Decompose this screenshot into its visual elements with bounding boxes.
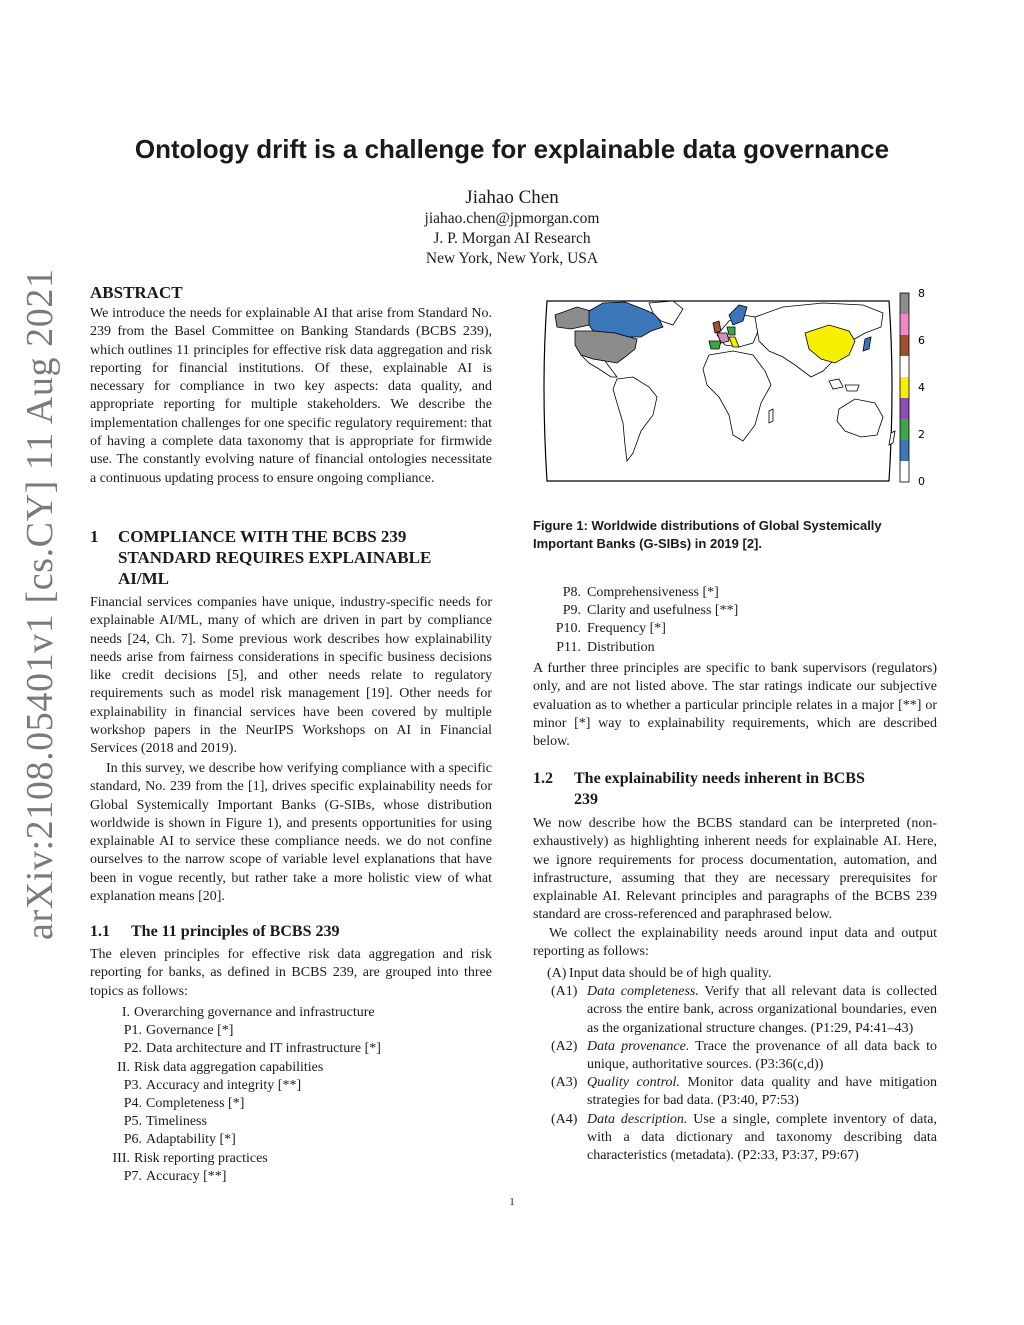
principle-item xyxy=(90,1022,492,1040)
list-item-text: Distribution xyxy=(587,639,655,655)
list-item-text: Completeness [*] xyxy=(146,1096,245,1112)
colorbar-tick: 6 xyxy=(918,334,925,347)
explainability-needs-list xyxy=(533,965,937,1165)
colorbar-tick: 0 xyxy=(918,475,925,485)
list-item-number: P6. xyxy=(123,1132,142,1148)
section-1-heading-line: COMPLIANCE WITH THE BCBS 239 xyxy=(118,527,407,546)
list-item-text: Clarity and usefulness [**] xyxy=(587,603,739,619)
list-item-text: Comprehensiveness [*] xyxy=(587,585,719,600)
need-item xyxy=(533,1111,937,1166)
list-item-number: (A) xyxy=(547,966,567,981)
colorbar-tick: 2 xyxy=(918,428,925,441)
section-1-2-heading-line: 239 xyxy=(574,791,598,808)
section-1-paragraph-2: In this survey, we describe how verifying compliance with a specific standard, No. 239 from the [1], drives specific explainability needs for Global Systemically Important Banks (G-SIBs, whose distribution worldwide is shown in Figure 1), and presents opportunities for using explainable AI to service these compliance needs. we do not confine ourselves to the narrow scope of variable level explanations that have been in vogue recently, but rather take a more holistic view of what explanation means [20]. xyxy=(90,761,492,905)
list-item-text: Adaptability [*] xyxy=(146,1132,236,1148)
list-item-text: Overarching governance and infrastructure xyxy=(134,1005,375,1020)
section-1-heading xyxy=(118,526,498,589)
list-item-number: P2. xyxy=(123,1041,142,1057)
list-item-number: (A1) xyxy=(551,984,578,1000)
list-item-number: P5. xyxy=(123,1114,142,1130)
principle-item xyxy=(90,1113,492,1131)
principle-item xyxy=(90,1040,492,1058)
author-email: jiahao.chen@jpmorgan.com xyxy=(424,210,600,227)
need-description: Verify that all relevant data is collected across the entire bank, across organizational boundaries, even as the organizational structure changes. (P1:29, P4:41–43) xyxy=(587,984,937,1036)
need-term: Quality control. xyxy=(587,1075,680,1091)
topic-item xyxy=(90,1150,492,1168)
section-1-1-heading: The 11 principles of BCBS 239 xyxy=(131,923,340,940)
need-term: Data completeness. xyxy=(587,984,699,1000)
colorbar-tick: 4 xyxy=(918,381,925,394)
list-item-text: Timeliness xyxy=(146,1114,207,1130)
section-1-heading-line: AI/ML xyxy=(118,569,169,588)
need-description: Monitor data quality and have mitigation strategies for bad data. (P3:40, P7:53) xyxy=(587,1075,937,1109)
principle-item xyxy=(90,1168,492,1186)
abstract-text: We introduce the needs for explainable AI that arise from Standard No. 239 from the Basel Committee on Banking Standards (BCBS 239), which outlines 11 principles for effective risk data aggregation and risk reporting for financial institutions. Of these, explainable AI is necessary for compliance in two key aspects: data quality, and appropriate reporting for multiple stakeholders. We describe the implementation challenges for one specific regulatory requirement: that of having a complete data taxonomy that is appropriate for firmwide use. The constantly evolving nature of financial ontologies necessitate a continuous updating process to ensure ongoing compliance. xyxy=(90,306,492,486)
topic-item xyxy=(90,1059,492,1077)
list-item-number: P7. xyxy=(123,1168,142,1184)
principle-item xyxy=(533,602,937,620)
list-item-number: P3. xyxy=(123,1077,142,1093)
section-1-number: 1 xyxy=(90,527,99,546)
list-item-number: (A2) xyxy=(551,1038,578,1054)
section-1-2-heading-line: The explainability needs inherent in BCBS xyxy=(574,770,865,787)
figure-1-caption: Figure 1: Worldwide distributions of Global Systemically Important Banks (G-SIBs) in 2019 [2]. xyxy=(533,518,882,551)
list-item-text: Governance [*] xyxy=(146,1023,234,1039)
section-1-2-paragraph-2: We collect the explainability needs around input data and output reporting as follows: xyxy=(533,926,937,960)
list-item-number: P10. xyxy=(555,621,581,637)
list-item-number: II. xyxy=(117,1059,130,1075)
list-item-text: Accuracy [**] xyxy=(146,1168,227,1184)
paper-title: Ontology drift is a challenge for explainable data governance xyxy=(134,134,890,164)
page-number: 1 xyxy=(509,1196,515,1208)
colorbar xyxy=(900,287,925,485)
list-item-text: Frequency [*] xyxy=(587,621,666,637)
list-item-text: Input data should be of high quality. xyxy=(569,966,772,981)
section-1-heading-line: STANDARD REQUIRES EXPLAINABLE xyxy=(118,548,432,567)
principle-item xyxy=(90,1095,492,1113)
gsib-world-map xyxy=(533,285,943,485)
need-item xyxy=(533,1074,937,1110)
principles-list-left xyxy=(90,1004,492,1186)
principle-item xyxy=(90,1131,492,1149)
principles-list-right xyxy=(533,584,937,657)
principle-item xyxy=(533,639,937,657)
list-item-text: Risk reporting practices xyxy=(134,1150,268,1166)
need-description: Trace the provenance of all data back to unique, authoritative sources. (P3:36(c,d)) xyxy=(587,1038,937,1073)
list-item-a xyxy=(533,965,937,983)
list-item-text: Accuracy and integrity [**] xyxy=(146,1077,302,1093)
list-item-number: (A3) xyxy=(551,1075,578,1091)
section-1-2-paragraph-1: We now describe how the BCBS standard can be interpreted (non-exhaustively) as highlighting inherent needs for explainable AI. Here, we ignore requirements for process documentation, automation, and infrastructure, assuming that they are necessary prerequisites for explainable AI. Relevant principles and paragraphs of the BCBS 239 standard are cross-referenced and paraphrased below. xyxy=(533,816,937,923)
section-1-2-number: 1.2 xyxy=(533,770,553,787)
author-organization: J. P. Morgan AI Research xyxy=(433,230,591,247)
section-1-1-number: 1.1 xyxy=(90,923,110,940)
list-item-number: P4. xyxy=(123,1096,142,1112)
section-1-paragraph-1: Financial services companies have unique, industry-specific needs for explainable AI/ML, many of which are driven in part by compliance needs [24, Ch. 7]. Some previous work describes how explainability needs arise from fairness considerations in specific business decisions like credit decisions [5], and other needs relate to regulatory requirements such as model risk management [19]. Other needs for explainability in financial services have been covered by multiple workshop papers in the NeurIPS Workshops on AI in Financial Services (2018 and 2019). xyxy=(90,595,492,757)
list-item-number: (A4) xyxy=(551,1111,578,1127)
section-1-1-after-text: A further three principles are specific to bank supervisors (regulators) only, and are not listed above. The star ratings indicate our subjective evaluation as to whether a particular principle relates in a major [**] or minor [*] way to explainability requirements, which are described below. xyxy=(533,661,937,750)
topic-item xyxy=(90,1004,492,1022)
principle-item xyxy=(90,1077,492,1095)
arxiv-identifier: arXiv:2108.05401v1 [cs.CY] 11 Aug 2021 xyxy=(19,268,61,940)
figure-1-map xyxy=(533,285,943,485)
list-item-number: P1. xyxy=(123,1023,142,1039)
colorbar-tick: 8 xyxy=(918,287,925,300)
list-item-number: P8. xyxy=(562,585,581,600)
section-1-1-intro: The eleven principles for effective risk data aggregation and risk reporting for banks, as defined in BCBS 239, are grouped into three topics as follows: xyxy=(90,947,492,999)
author-location: New York, New York, USA xyxy=(425,250,599,267)
need-description: Use a single, complete inventory of data, with a data dictionary and taxonomy describing data characteristics (metadata). (P2:33, P3:37, P9:67) xyxy=(587,1111,937,1164)
need-item xyxy=(533,983,937,1038)
section-1-2-heading xyxy=(574,768,944,810)
need-term: Data description. xyxy=(587,1111,688,1127)
list-item-text: Data architecture and IT infrastructure [*] xyxy=(146,1041,381,1057)
list-item-number: P11. xyxy=(556,639,581,655)
need-item xyxy=(533,1038,937,1074)
madagascar xyxy=(769,409,773,423)
abstract-heading: ABSTRACT xyxy=(90,283,183,302)
principle-item xyxy=(533,620,937,638)
list-item-number: III. xyxy=(112,1150,130,1166)
list-item-text: Risk data aggregation capabilities xyxy=(134,1059,324,1075)
principle-item xyxy=(533,584,937,602)
list-item-number: I. xyxy=(121,1005,130,1020)
need-term: Data provenance. xyxy=(587,1038,690,1054)
spain xyxy=(709,341,721,349)
list-item-number: P9. xyxy=(562,603,581,619)
author-name: Jiahao Chen xyxy=(465,187,559,208)
